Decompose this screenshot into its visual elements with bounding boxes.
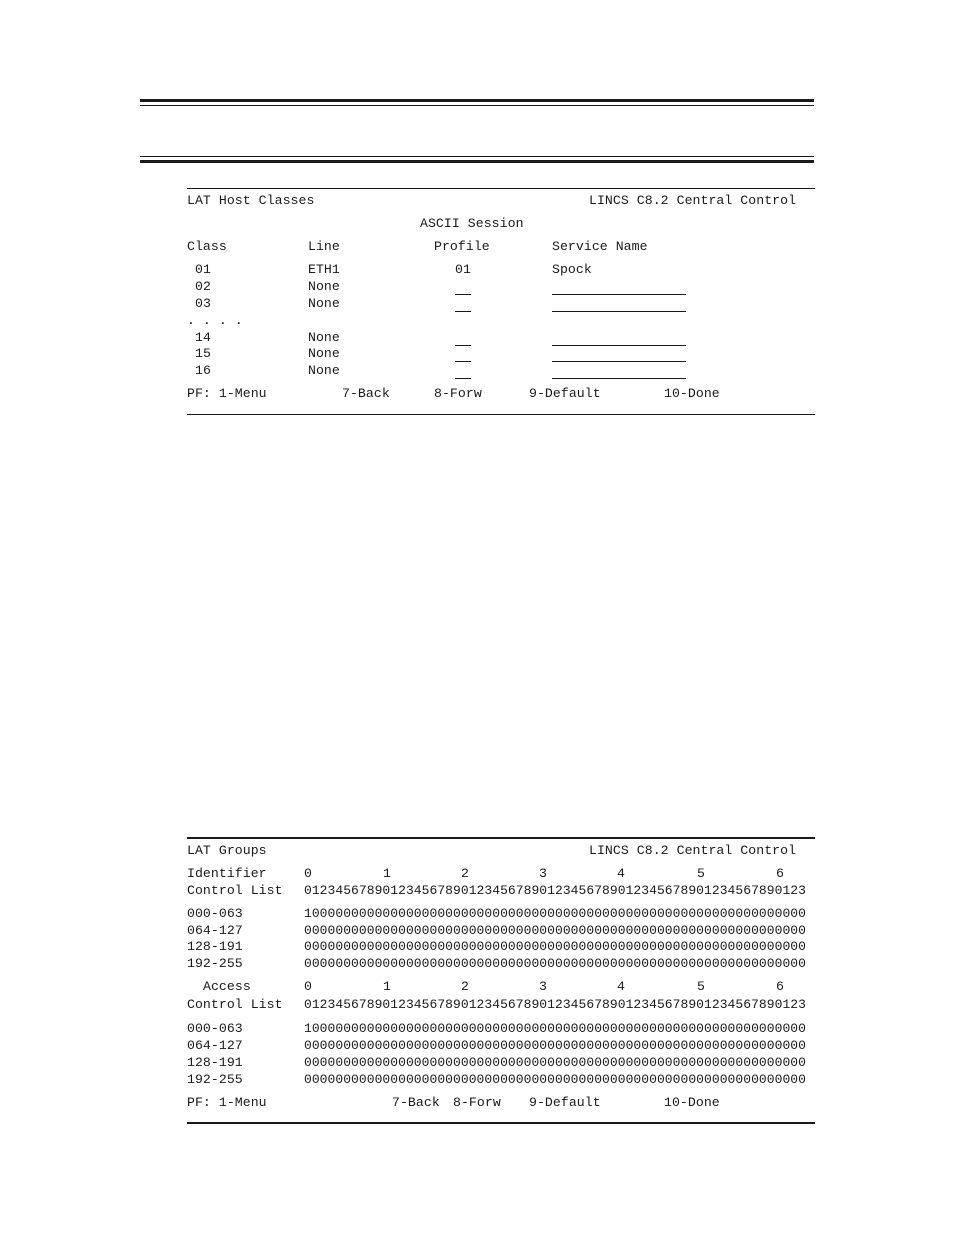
control-list-label: Control List [187, 883, 283, 898]
tens-digit: 2 [461, 866, 469, 881]
bit-field[interactable]: 0000000000000000000000000000000000000000000000000000000000000000 [304, 939, 806, 954]
header-rule-top-thick [140, 99, 814, 102]
bit-field[interactable]: 0000000000000000000000000000000000000000000000000000000000000000 [304, 1072, 806, 1087]
screen-title: LAT Groups [187, 843, 267, 858]
range-label: 128-191 [187, 1055, 243, 1070]
pf-back-key[interactable]: 7-Back [392, 1095, 440, 1110]
class-cell: 15 [195, 346, 211, 361]
screen2-bottom-rule [187, 1122, 815, 1124]
bit-field[interactable]: 0000000000000000000000000000000000000000000000000000000000000000 [304, 923, 806, 938]
tens-digit: 3 [539, 866, 547, 881]
pf-forward-key[interactable]: 8-Forw [434, 386, 482, 401]
class-cell: 03 [195, 296, 211, 311]
line-cell: None [308, 279, 340, 294]
header-rule-top-thin [140, 105, 814, 106]
line-cell: None [308, 346, 340, 361]
bit-field[interactable]: 1000000000000000000000000000000000000000000000000000000000000000 [304, 1021, 806, 1036]
tens-digit: 4 [617, 866, 625, 881]
range-label: 000-063 [187, 906, 243, 921]
line-cell: None [308, 296, 340, 311]
screen-title: LAT Host Classes [187, 193, 315, 208]
tens-digit: 6 [776, 866, 784, 881]
range-label: 064-127 [187, 923, 243, 938]
screen2-top-rule [187, 837, 815, 839]
product-title: LINCS C8.2 Central Control [589, 193, 797, 208]
tens-digit: 4 [617, 979, 625, 994]
range-label: 064-127 [187, 1038, 243, 1053]
tens-digit: 0 [304, 979, 312, 994]
profile-field[interactable] [455, 294, 471, 295]
service-name-column-header: Service Name [552, 239, 648, 254]
bit-field[interactable]: 0000000000000000000000000000000000000000000000000000000000000000 [304, 956, 806, 971]
profile-field[interactable] [455, 378, 471, 379]
control-list-label: Control List [187, 997, 283, 1012]
pf-done-key[interactable]: 10-Done [664, 1095, 720, 1110]
screen1-top-rule [187, 188, 815, 189]
header-rule-bottom-thin [140, 156, 814, 157]
profile-field[interactable] [455, 345, 471, 346]
class-cell: 02 [195, 279, 211, 294]
line-cell: None [308, 363, 340, 378]
class-column-header: Class [187, 239, 227, 254]
pf-forward-key[interactable]: 8-Forw [453, 1095, 501, 1110]
tens-digit: 5 [697, 979, 705, 994]
tens-digit: 1 [383, 979, 391, 994]
digit-scale: 0123456789012345678901234567890123456789012345678901234567890123 [304, 997, 806, 1012]
ascii-session-header: ASCII Session [420, 216, 524, 231]
service-name-field[interactable] [552, 294, 686, 295]
class-cell: 01 [195, 262, 211, 277]
line-cell: None [308, 330, 340, 345]
range-label: 192-255 [187, 1072, 243, 1087]
service-name-field[interactable] [552, 311, 686, 312]
tens-digit: 0 [304, 866, 312, 881]
screen1-bottom-rule [187, 414, 815, 415]
access-label: Access [203, 979, 251, 994]
range-label: 128-191 [187, 939, 243, 954]
profile-column-header: Profile [434, 239, 490, 254]
profile-field[interactable] [455, 361, 471, 362]
profile-field[interactable]: 01 [455, 262, 471, 277]
class-cell: 16 [195, 363, 211, 378]
class-cell: 14 [195, 330, 211, 345]
range-label: 192-255 [187, 956, 243, 971]
bit-field[interactable]: 1000000000000000000000000000000000000000000000000000000000000000 [304, 906, 806, 921]
header-rule-bottom-thick [140, 160, 814, 163]
ellipsis: . . . . [187, 313, 243, 328]
pf-menu-key[interactable]: PF: 1-Menu [187, 1095, 267, 1110]
pf-menu-key[interactable]: PF: 1-Menu [187, 386, 267, 401]
profile-field[interactable] [455, 311, 471, 312]
pf-default-key[interactable]: 9-Default [529, 386, 601, 401]
tens-digit: 2 [461, 979, 469, 994]
tens-digit: 6 [776, 979, 784, 994]
tens-digit: 3 [539, 979, 547, 994]
service-name-field[interactable]: Spock [552, 262, 592, 277]
service-name-field[interactable] [552, 378, 686, 379]
digit-scale: 0123456789012345678901234567890123456789012345678901234567890123 [304, 883, 806, 898]
line-cell: ETH1 [308, 262, 340, 277]
pf-back-key[interactable]: 7-Back [342, 386, 390, 401]
tens-digit: 1 [383, 866, 391, 881]
range-label: 000-063 [187, 1021, 243, 1036]
pf-default-key[interactable]: 9-Default [529, 1095, 601, 1110]
bit-field[interactable]: 0000000000000000000000000000000000000000000000000000000000000000 [304, 1038, 806, 1053]
line-column-header: Line [308, 239, 340, 254]
service-name-field[interactable] [552, 361, 686, 362]
service-name-field[interactable] [552, 345, 686, 346]
identifier-label: Identifier [187, 866, 267, 881]
product-title: LINCS C8.2 Central Control [589, 843, 797, 858]
bit-field[interactable]: 0000000000000000000000000000000000000000000000000000000000000000 [304, 1055, 806, 1070]
pf-done-key[interactable]: 10-Done [664, 386, 720, 401]
tens-digit: 5 [697, 866, 705, 881]
